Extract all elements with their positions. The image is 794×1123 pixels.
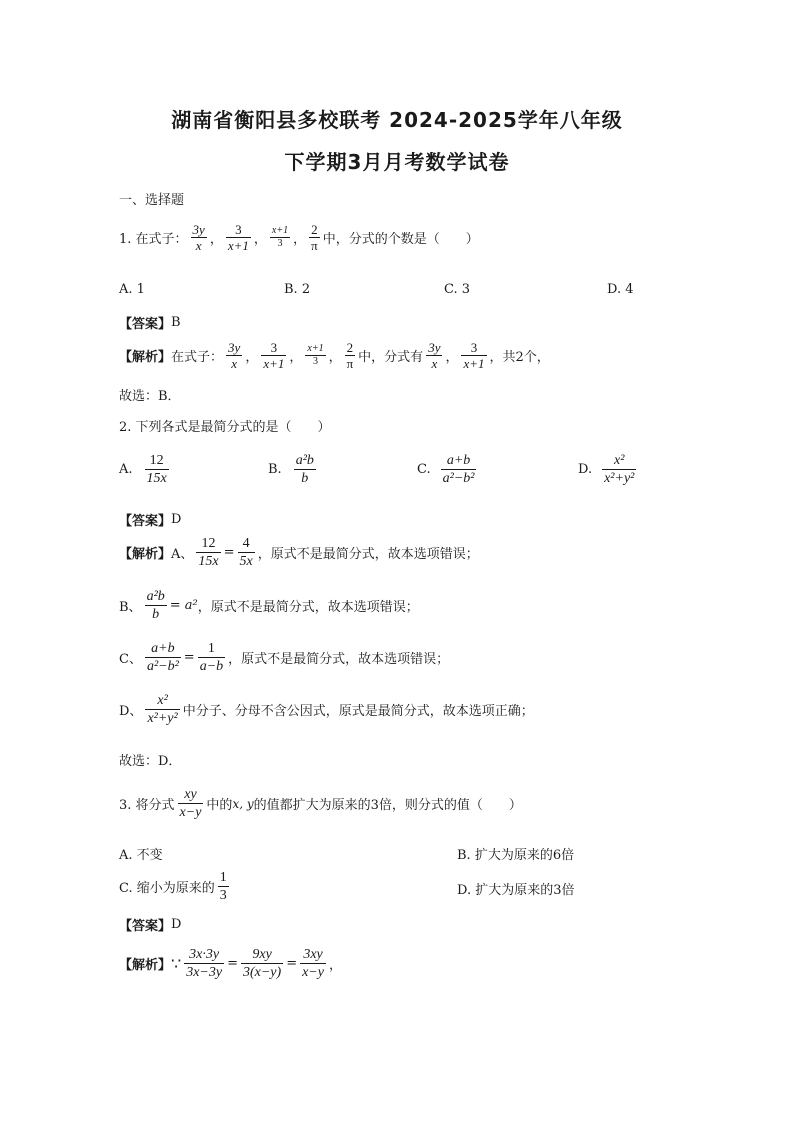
- analysis-label: 【解析】: [119, 350, 172, 365]
- variables: x, y: [232, 796, 254, 811]
- equals-sign: =: [227, 956, 238, 971]
- answer-label: 【答案】: [119, 514, 172, 529]
- analysis-label: 【解析】: [119, 958, 172, 973]
- fraction: $\frac{3xy}{x-y}$: [302, 947, 324, 980]
- option-label: B.: [268, 462, 282, 477]
- q3-option-a: A. 不变: [119, 848, 163, 863]
- fraction: $\frac{a+b}{\text{a²−b²}}$: [146, 641, 179, 674]
- answer-value: D: [171, 512, 182, 527]
- q1-option-a: A. 1: [119, 282, 145, 297]
- page-title: 湖南省衡阳县多校联考 2024-2025学年八年级: [171, 108, 623, 132]
- analysis-text: A、: [171, 547, 194, 562]
- fraction: $\frac{1}{3}$: [219, 870, 227, 903]
- analysis-text: 中，分式有: [358, 350, 424, 365]
- fraction: $\frac{a+b}{\text{a²−b²}}$: [442, 453, 475, 486]
- fraction: $\frac{2}{\pi}$: [346, 340, 354, 371]
- question-1-stem: 1. 在式子： $\frac{3y}{x}$ ， $\frac{3}{x+1}$ ， $\frac{x+1}{3}$ ， $\frac{2}{\pi}$ 中，分式的个数是（ ）: [119, 222, 479, 253]
- fraction: $\frac{1}{a-b}$: [199, 641, 224, 674]
- equals-sign: =: [183, 650, 195, 665]
- analysis-label: 【解析】: [119, 547, 172, 562]
- q3-option-b: B. 扩大为原来的6倍: [457, 848, 575, 863]
- analysis-text: 在式子：: [171, 350, 224, 365]
- q2-answer: [119, 510, 181, 529]
- q1-suffix: 中，分式的个数是（ ）: [322, 232, 479, 247]
- q1-option-c: C. 3: [444, 282, 471, 297]
- analysis-text: B、: [119, 600, 142, 615]
- q3-end: 的值都扩大为原来的3倍，则分式的值（ ）: [253, 798, 522, 813]
- fraction: $\frac{2}{\pi}$: [311, 222, 318, 253]
- q2-analysis-d: [119, 692, 534, 727]
- fraction: $\frac{3}{x+1}$: [227, 222, 249, 253]
- fraction: $\frac{\text{a²b}}{b}$: [146, 589, 165, 622]
- q1-conclusion: 故选：B．: [119, 389, 181, 404]
- q3-option-d: D. 扩大为原来的3倍: [457, 883, 575, 898]
- option-label: C.: [417, 462, 431, 477]
- fraction: $\frac{\text{x²}}{\text{x²+y²}}$: [147, 693, 178, 726]
- analysis-text: ，原式不是最简分式，故本选项错误；: [197, 600, 419, 615]
- equation-text: = a²: [169, 598, 198, 613]
- q3-option-c: [119, 869, 232, 904]
- fraction: $\frac{3y}{x}$: [428, 340, 441, 371]
- analysis-text: ，原式不是最简分式，故本选项错误；: [257, 547, 479, 562]
- q3-prefix: 3. 将分式: [119, 798, 175, 813]
- q2-option-c: [417, 452, 479, 487]
- q1-option-d: D. 4: [607, 282, 634, 297]
- fraction: $\frac{12}{15x}$: [198, 536, 219, 569]
- q1-prefix: 1. 在式子：: [119, 232, 188, 247]
- analysis-text: ，: [328, 958, 342, 973]
- q2-option-b: [268, 452, 319, 487]
- q3-answer: [119, 915, 181, 934]
- q2-conclusion: 故选：D．: [119, 754, 182, 769]
- analysis-text: 中分子、分母不含公因式，原式是最简分式，故本选项正确；: [182, 704, 534, 719]
- fraction: $\frac{xy}{x-y}$: [179, 787, 202, 820]
- fraction: $\frac{4}{5x}$: [239, 536, 253, 569]
- answer-label: 【答案】: [119, 919, 172, 934]
- option-label: D.: [578, 462, 593, 477]
- answer-label: 【答案】: [119, 317, 172, 332]
- fraction: $\frac{3y}{x}$: [192, 222, 205, 253]
- analysis-text: C、: [119, 652, 142, 667]
- section-heading: 一、选择题: [119, 193, 185, 208]
- fraction: $\frac{3}{x+1}$: [463, 340, 485, 371]
- fraction: $\frac{3y}{x}$: [228, 340, 241, 371]
- analysis-text: D、: [119, 704, 143, 719]
- answer-value: D: [171, 917, 182, 932]
- q2-option-a: [119, 452, 172, 487]
- q3-analysis: [119, 946, 342, 981]
- q2-option-d: [578, 452, 639, 487]
- analysis-text: ，共2个，: [489, 350, 550, 365]
- fraction: $\frac{\text{a²b}}{b}$: [295, 453, 314, 486]
- q2-analysis-c: [119, 640, 449, 675]
- because-symbol: ∵: [171, 954, 182, 973]
- fraction: $\frac{x+1}{3}$: [271, 225, 289, 249]
- fraction: $\frac{12}{15x}$: [146, 453, 167, 486]
- option-label: A.: [119, 462, 133, 477]
- answer-value: B: [171, 315, 181, 330]
- question-2-stem: 2. 下列各式是最简分式的是（ ）: [119, 420, 331, 435]
- q1-option-b: B. 2: [284, 282, 311, 297]
- fraction: $\frac{x+1}{3}$: [307, 343, 324, 367]
- equals-sign: =: [286, 956, 298, 971]
- q1-analysis: 【解析】 在式子： $\frac{3y}{x}$ ， $\frac{3}{x+1}$ ， $\frac{x+1}{3}$ ， $\frac{2}{\pi}$ 中，分式有 $\frac{3y}{x}$ ， $\frac{3}{x+1}$ ，共2个，: [119, 340, 550, 371]
- fraction: $\frac{\text{x²}}{\text{x²+y²}}$: [604, 453, 635, 486]
- analysis-text: ，原式不是最简分式，故本选项错误；: [228, 652, 450, 667]
- q2-analysis-a: [119, 535, 479, 570]
- option-text: C. 缩小为原来的: [119, 881, 215, 896]
- q1-answer: [119, 313, 181, 332]
- equals-sign: =: [223, 545, 235, 560]
- question-3-stem: [119, 786, 522, 821]
- q2-analysis-b: [119, 588, 419, 623]
- fraction: $\frac{3}{x+1}$: [263, 340, 285, 371]
- page-subtitle: 下学期3月月考数学试卷: [284, 150, 510, 174]
- fraction: $\frac{9xy}{3(x-y)}$: [242, 947, 282, 980]
- fraction: $\frac{3x\cdot 3y}{3x-3y}$: [186, 947, 223, 980]
- q3-mid: 中的: [206, 798, 233, 813]
